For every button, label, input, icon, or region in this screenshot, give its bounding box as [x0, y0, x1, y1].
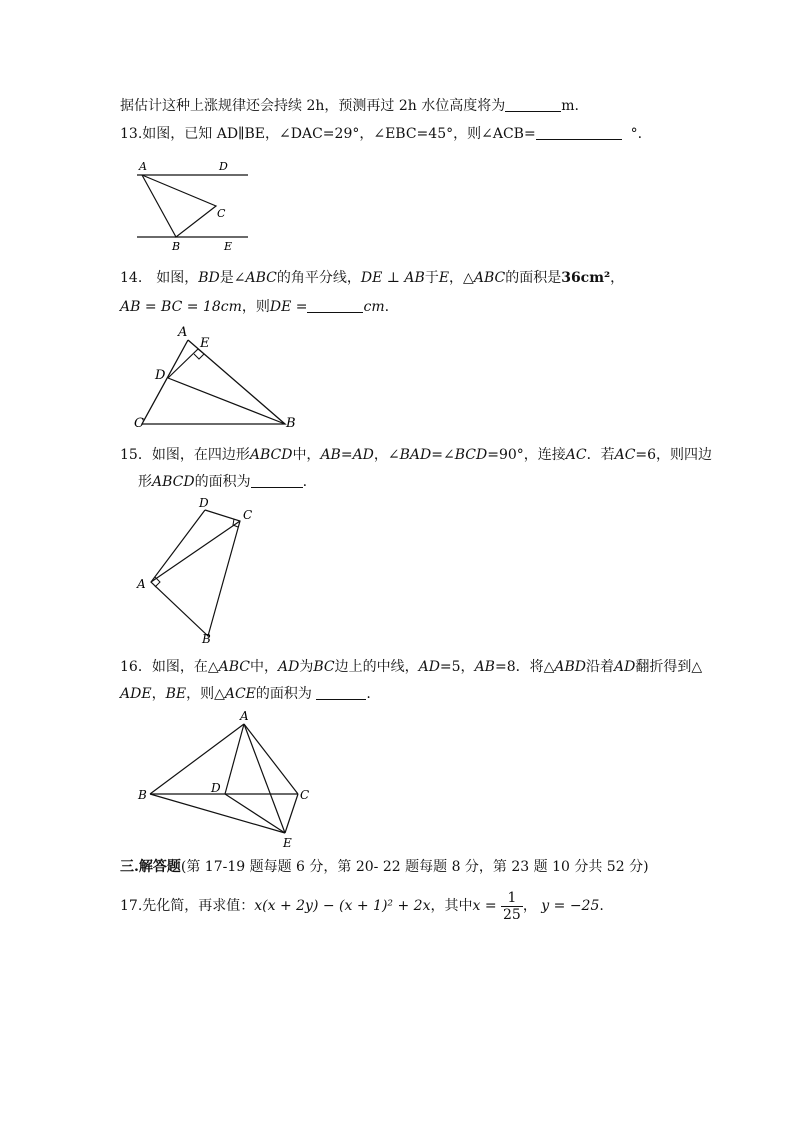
q15-label-d: D [199, 496, 209, 510]
q14-t1: 14. 如图， [120, 270, 199, 286]
q17-fraction-numerator: 1 [501, 890, 523, 907]
q16-t13: 沿着 [586, 659, 614, 675]
q16-t4: AD [277, 659, 300, 675]
q14-line2 [120, 297, 389, 317]
q14-t10: ABC [473, 270, 506, 286]
q17-fraction [501, 890, 523, 923]
q13-tail: °. [630, 126, 643, 142]
q15-t10: AC [565, 447, 587, 463]
q12-text: 据估计这种上涨规律还会持续 2h，预测再过 2h 水位高度将为 [120, 98, 506, 114]
q14-t11: 的面积是 [505, 270, 562, 286]
q14-t8: E [438, 270, 450, 286]
q14-label-b: B [286, 416, 296, 431]
q15-label-a: A [137, 577, 146, 591]
q14-label-e: E [200, 336, 210, 351]
q15-t8: BCD [454, 447, 488, 463]
q16-t15: 翻折得到△ [635, 659, 703, 675]
q14-t2: BD [198, 270, 220, 286]
q13-label-d: D [219, 160, 228, 173]
q15-t9: =90°，连接 [487, 447, 566, 463]
q15-label-c: C [243, 508, 253, 522]
q17-fraction-denominator: 25 [503, 906, 521, 923]
q16-t8: AD [418, 659, 440, 675]
q16-t12: ABD [554, 659, 586, 675]
section-three-note: (第 17-19 题每题 6 分，第 20- 22 题每题 8 分，第 23 题 10 分共 52 分) [180, 859, 649, 875]
q12-unit: m. [561, 98, 579, 114]
q15-t17: . [302, 474, 308, 490]
q16-t6: BC [313, 659, 335, 675]
q15-figure [130, 492, 260, 647]
q14-t6: DE ⊥ AB [360, 270, 425, 286]
q15-t7: =∠ [431, 447, 455, 463]
q16-t2: ABC [218, 659, 250, 675]
q15-t4: AB=AD [320, 447, 374, 463]
q16-t14: AD [614, 659, 636, 675]
q12-answer-blank[interactable] [505, 97, 561, 112]
q16-t3: 中， [249, 659, 278, 675]
q15-t1: 15．如图，在四边形 [120, 447, 250, 463]
q16-seg-be [150, 794, 285, 833]
q16-t19: ，则△ [186, 686, 225, 702]
q16-line1 [120, 657, 702, 677]
q15-t15: ABCD [152, 474, 195, 490]
q16-label-c: C [300, 788, 310, 802]
q15-t3: 中， [292, 447, 321, 463]
q15-t13: =6，则四边 [635, 447, 713, 463]
q15-label-b: B [202, 632, 211, 646]
q15-diagonal-ac [151, 521, 240, 582]
q13-label-e: E [224, 240, 233, 253]
q14-line1 [120, 268, 624, 288]
q13-answer-blank[interactable] [536, 125, 622, 140]
q15-t11: ．若 [586, 447, 615, 463]
q17-text: 17.先化简，再求值： [120, 898, 255, 914]
q17-y-equals: y = −25 [541, 898, 600, 914]
q16-seg-ae [244, 724, 285, 833]
q14-t18: . [384, 299, 390, 315]
q17-expression: x(x + 2y) − (x + 1)² + 2x [254, 898, 431, 914]
q14-t14: AB = BC = 18cm [120, 299, 242, 315]
q16-t10: AB [474, 659, 495, 675]
q13-label-a: A [139, 160, 147, 173]
q16-seg-ab [150, 724, 244, 794]
q16-seg-ac [244, 724, 298, 794]
q17-sep: ， [522, 898, 537, 914]
q14-figure [130, 320, 300, 435]
q14-label-a: A [178, 325, 188, 340]
q16-t20: ACE [224, 686, 256, 702]
q15-t5: ，∠ [373, 447, 400, 463]
q17-end: . [599, 898, 604, 914]
q17-mid: ，其中 [430, 898, 473, 914]
q16-line2 [120, 684, 371, 704]
q14-t5: 的角平分线， [276, 270, 361, 286]
q16-t1: 16．如图，在△ [120, 659, 219, 675]
q16-seg-ad [225, 724, 244, 794]
q14-t17: cm [363, 299, 385, 315]
q16-t21: 的面积为 [255, 686, 312, 702]
q16-t9: =5， [439, 659, 475, 675]
q17-x-equals: x = [472, 898, 497, 914]
q16-t11: =8．将△ [494, 659, 555, 675]
q17-line [120, 888, 604, 924]
q16-t7: 边上的中线， [334, 659, 419, 675]
q13-figure [130, 155, 260, 255]
q14-segment-bd [168, 378, 285, 424]
q16-seg-ce [285, 794, 298, 833]
q15-t12: AC [614, 447, 636, 463]
q13-triangle [142, 175, 216, 237]
q14-t7: 于 [424, 270, 439, 286]
q14-segment-de [168, 349, 198, 378]
q16-t5: 为 [299, 659, 314, 675]
q14-t12: 36cm² [561, 270, 611, 286]
q16-answer-blank[interactable] [316, 685, 366, 700]
q16-t16: ADE [120, 686, 152, 702]
q14-t9: ，△ [449, 270, 474, 286]
q15-t16: 的面积为 [194, 474, 251, 490]
q16-label-b: B [138, 788, 147, 802]
q14-t3: 是∠ [219, 270, 246, 286]
q14-answer-blank[interactable] [307, 298, 363, 313]
q16-t18: BE [165, 686, 187, 702]
q15-t14: 形 [138, 474, 152, 490]
q15-line2 [138, 472, 307, 492]
section-three-title: 三.解答题 [120, 859, 181, 875]
q16-label-e: E [283, 836, 292, 850]
q13-text: 13.如图，已知 AD∥BE，∠DAC=29°，∠EBC=45°，则∠ACB= [120, 126, 536, 142]
q16-figure [130, 705, 320, 853]
q16-label-a: A [240, 709, 249, 723]
q15-line1 [120, 445, 712, 465]
q16-label-d: D [211, 781, 221, 795]
q13-label-c: C [217, 207, 226, 220]
q14-t13: ， [610, 270, 625, 286]
q14-t16: DE = [269, 299, 308, 315]
q15-t2: ABCD [249, 447, 293, 463]
q15-answer-blank[interactable] [251, 473, 303, 488]
q14-label-d: D [155, 368, 166, 383]
q16-t22: . [366, 686, 371, 702]
q16-t17: ， [151, 686, 166, 702]
q16-seg-de [225, 794, 285, 833]
q14-label-c: C [134, 416, 144, 431]
q13-label-b: B [172, 240, 181, 253]
q14-t15: ，则 [241, 299, 270, 315]
q12-line [120, 96, 579, 116]
q14-t4: ABC [245, 270, 277, 286]
q13-line [120, 124, 642, 144]
q15-t6: BAD [399, 447, 432, 463]
section-three-header [120, 857, 649, 877]
